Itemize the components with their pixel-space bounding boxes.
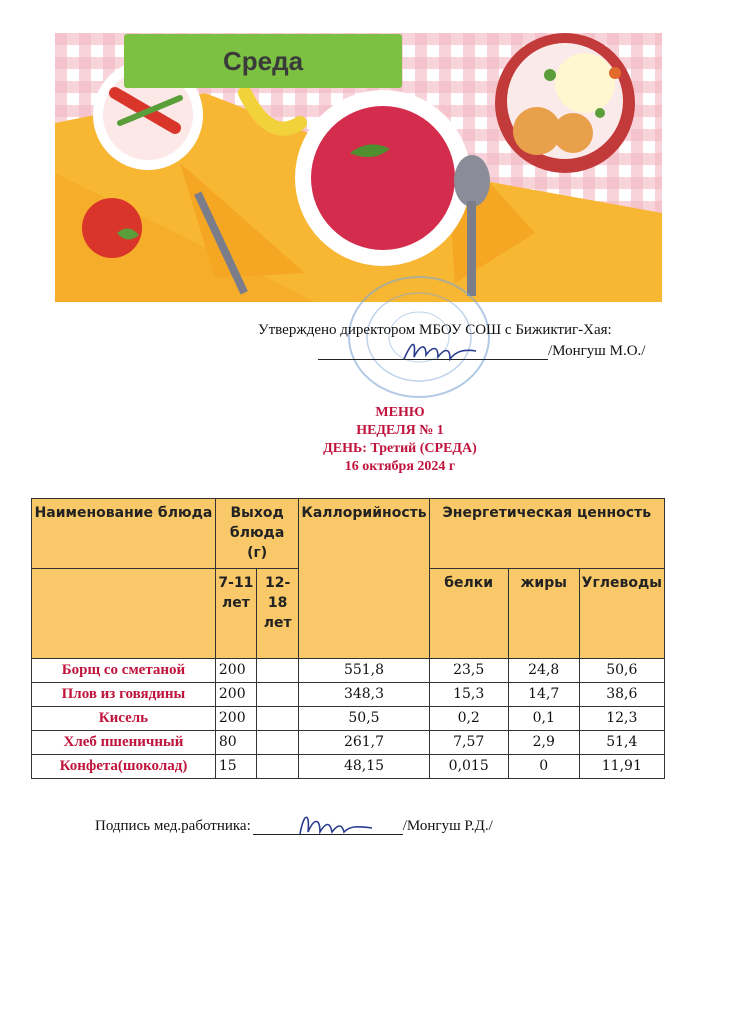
proteins-value: 23,5 [429, 659, 508, 683]
calories-value: 551,8 [299, 659, 429, 683]
carbs-value: 51,4 [579, 731, 664, 755]
menu-heading: МЕНЮ [375, 405, 425, 420]
dish-name: Плов из говядины [32, 683, 216, 707]
header-dish-name: Наименование блюда [32, 499, 216, 569]
header-output: Выход блюда (г) [215, 499, 298, 569]
menu-date: 16 октября 2024 г [344, 459, 456, 474]
dish-name: Борщ со сметаной [32, 659, 216, 683]
table-row [32, 707, 665, 731]
header-carbs: Углеводы [579, 569, 664, 659]
medical-signature-label: Подпись мед.работника: [95, 818, 251, 834]
output-12-18 [256, 683, 298, 707]
header-calories: Каллорийность [299, 499, 429, 659]
director-name: /Монгуш М.О./ [548, 343, 646, 359]
proteins-value: 0,015 [429, 755, 508, 779]
carbs-value: 11,91 [579, 755, 664, 779]
carbs-value: 50,6 [579, 659, 664, 683]
dish-name: Конфета(шоколад) [32, 755, 216, 779]
calories-value: 50,5 [299, 707, 429, 731]
dish-name: Кисель [32, 707, 216, 731]
approval-signature-line [318, 342, 678, 360]
day-name: ДЕНЬ: Третий (СРЕДА) [323, 441, 477, 456]
day-banner-label [124, 34, 402, 88]
header-fats: жиры [508, 569, 579, 659]
output-7-11: 80 [215, 731, 256, 755]
medical-signature [296, 808, 376, 840]
output-12-18 [256, 731, 298, 755]
fats-value: 2,9 [508, 731, 579, 755]
output-12-18 [256, 659, 298, 683]
output-7-11: 200 [215, 659, 256, 683]
header-proteins: белки [429, 569, 508, 659]
proteins-value: 15,3 [429, 683, 508, 707]
medical-worker-name: /Монгуш Р.Д./ [402, 818, 493, 834]
week-number: НЕДЕЛЯ № 1 [356, 423, 444, 438]
menu-table [31, 498, 665, 779]
dish-name: Хлеб пшеничный [32, 731, 216, 755]
fats-value: 0 [508, 755, 579, 779]
header-age-7-11-cell: 7-11 лет [215, 569, 256, 659]
calories-value: 48,15 [299, 755, 429, 779]
menu-title [200, 404, 600, 476]
carbs-value: 12,3 [579, 707, 664, 731]
header-energy-value: Энергетическая ценность [429, 499, 664, 569]
table-row [32, 659, 665, 683]
fats-value: 24,8 [508, 659, 579, 683]
output-12-18 [256, 755, 298, 779]
table-row [32, 731, 665, 755]
output-7-11: 15 [215, 755, 256, 779]
calories-value: 261,7 [299, 731, 429, 755]
proteins-value: 7,57 [429, 731, 508, 755]
director-signature [400, 335, 480, 367]
day-banner-text: Среда [222, 45, 304, 76]
table-row [32, 755, 665, 779]
header-age-12-18-cell: 12-18 лет [256, 569, 298, 659]
output-7-11: 200 [215, 707, 256, 731]
proteins-value: 0,2 [429, 707, 508, 731]
output-7-11: 200 [215, 683, 256, 707]
fats-value: 0,1 [508, 707, 579, 731]
carbs-value: 38,6 [579, 683, 664, 707]
fats-value: 14,7 [508, 683, 579, 707]
header-dish-name-spacer [32, 569, 216, 659]
approval-text: Утверждено директором МБОУ СОШ с Бижиктиг-Хая: [258, 322, 612, 338]
calories-value: 348,3 [299, 683, 429, 707]
output-12-18 [256, 707, 298, 731]
table-row [32, 683, 665, 707]
